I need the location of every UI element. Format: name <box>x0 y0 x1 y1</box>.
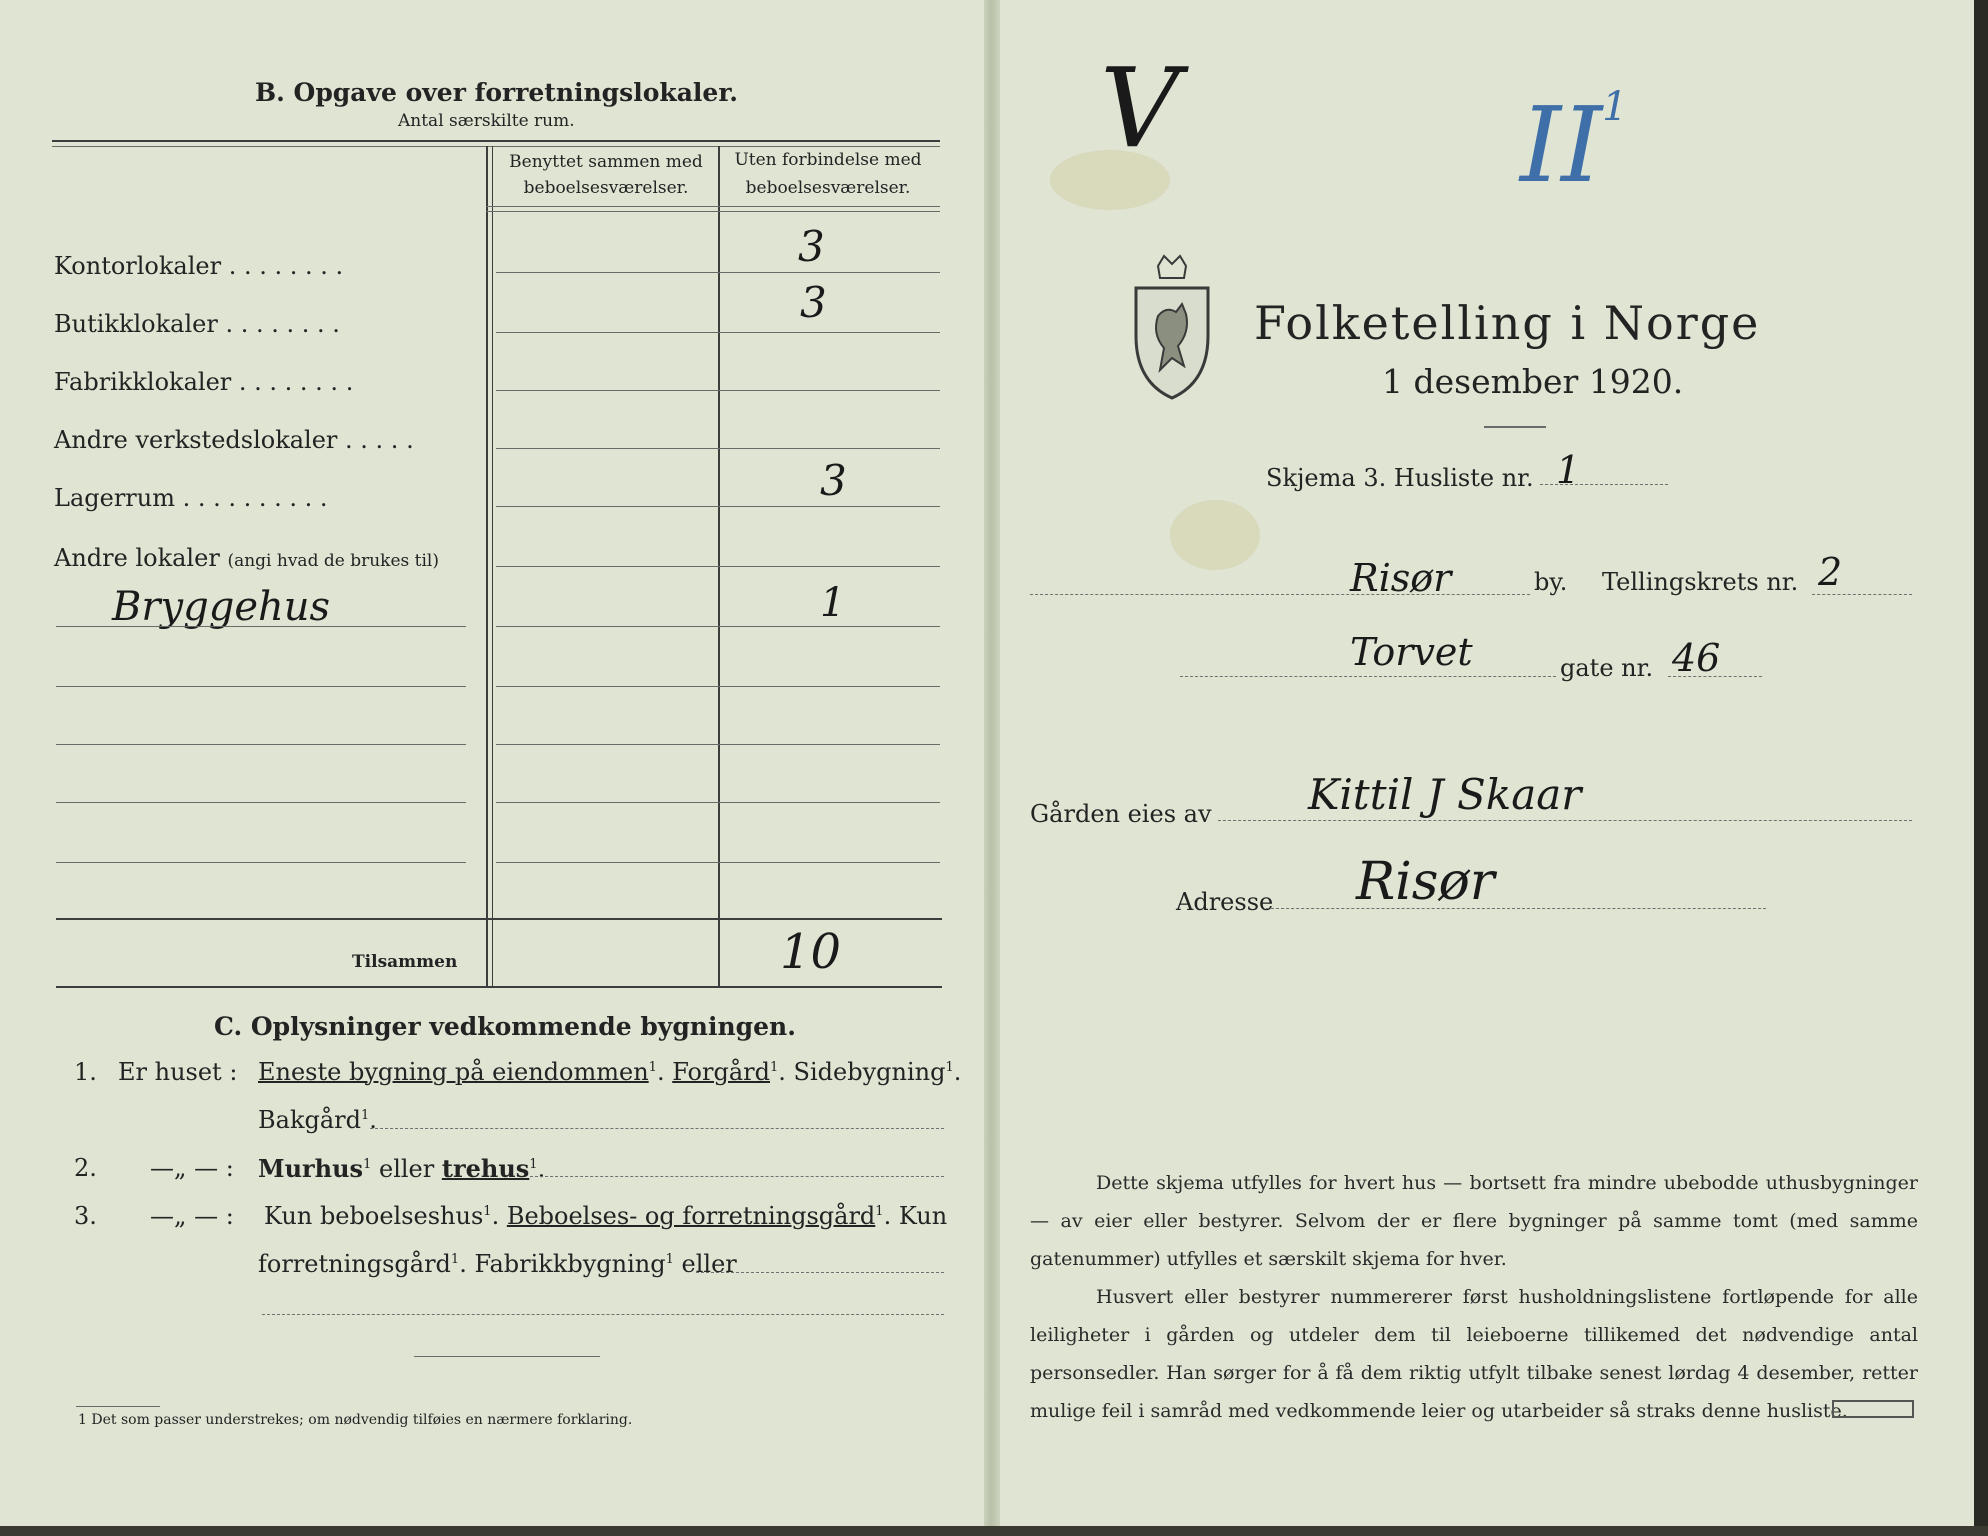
krets-nr: 2 <box>1818 550 1843 594</box>
option-sidebygning[interactable]: Sidebygning <box>793 1058 946 1086</box>
row-rule <box>496 332 940 333</box>
fill-line <box>1266 908 1766 909</box>
section-b-title: B. Opgave over forretningslokaler. <box>255 78 738 107</box>
item-2-options: Murhus$^1$ eller trehus$^1$. <box>258 1154 546 1183</box>
col2-header-line1: Uten forbindelse med <box>734 150 922 170</box>
form-title: Folketelling i Norge <box>1254 296 1761 350</box>
row-label-andre-lokaler: Andre lokaler (angi hvad de brukes til) <box>54 544 439 572</box>
item-2-num: 2. <box>74 1154 97 1182</box>
section-b-subtitle: Antal særskilte rum. <box>398 111 575 131</box>
paper-stain <box>1170 500 1260 570</box>
option-murhus[interactable]: Murhus <box>258 1154 364 1183</box>
section-end-rule <box>414 1356 600 1357</box>
option-beboelses-og-forretningsgard[interactable]: Beboelses- og forretningsgård <box>506 1202 876 1230</box>
krets-label: Tellingskrets nr. <box>1602 568 1799 596</box>
footnote: 1 Det som passer understrekes; om nødvendig tilføies en nærmere forklaring. <box>78 1412 633 1428</box>
owner-label: Gården eies av <box>1030 800 1212 828</box>
instructions-paragraph-1: Dette skjema utfylles for hvert hus — bortsett fra mindre ubebodde uthusbygninger — av eier eller bestyrer. Selvom der er flere bygninger på samme tomt (med samme gatenummer) utfylles et særskilt skjema for hver. <box>1030 1172 1918 1270</box>
item-1-prefix: Er huset : <box>118 1058 238 1086</box>
fill-line <box>1812 594 1912 595</box>
fill-line <box>1180 676 1556 677</box>
row-rule <box>496 390 940 391</box>
fill-line <box>370 1128 944 1129</box>
total-label: Tilsammen <box>352 952 458 972</box>
fill-line <box>530 1176 944 1177</box>
fill-line <box>1030 594 1530 595</box>
row-rule <box>496 506 940 507</box>
row-label-fabrikklokaler: Fabrikklokaler . . . . . . . . <box>54 368 354 396</box>
blank-rule <box>56 862 466 863</box>
title-divider <box>1484 426 1546 428</box>
by-label: by. <box>1534 568 1568 596</box>
table-col1-border-thin <box>492 146 493 986</box>
printer-stamp-box <box>1832 1400 1914 1418</box>
street-value: Torvet <box>1350 630 1473 674</box>
fill-line <box>1668 676 1762 677</box>
footnote-rule <box>76 1406 160 1407</box>
row-rule <box>496 272 940 273</box>
city-value: Risør <box>1350 556 1452 600</box>
blank-rule <box>496 802 940 803</box>
option-bakgard[interactable]: Bakgård <box>258 1106 361 1134</box>
owner-value: Kittil J Skaar <box>1308 770 1582 819</box>
handwritten-roman-numeral: $II^1$ <box>1520 84 1628 206</box>
col1-header-line1: Benyttet sammen med <box>509 152 703 172</box>
row-value-butikklokaler: 3 <box>800 278 827 327</box>
total-top-rule <box>56 918 942 920</box>
blank-rule <box>56 802 466 803</box>
item-3-num: 3. <box>74 1202 97 1230</box>
row-value-lagerrum: 3 <box>820 456 847 505</box>
option-fabrikkbygning[interactable]: Fabrikkbygning <box>474 1250 666 1278</box>
fill-line <box>696 1272 944 1273</box>
scan-edge-right <box>1974 0 1988 1536</box>
row-rule <box>496 448 940 449</box>
total-bottom-rule <box>56 986 942 988</box>
row-value-kontorlokaler: 3 <box>798 222 825 271</box>
col1-header-line2: beboelsesværelser. <box>523 178 689 198</box>
scan-edge-bottom <box>0 1526 1988 1536</box>
row-label-butikklokaler: Butikklokaler . . . . . . . . <box>54 310 340 338</box>
fill-line <box>1218 820 1912 821</box>
blank-rule <box>496 862 940 863</box>
table-top-rule-thin <box>52 146 940 147</box>
total-value: 10 <box>780 924 842 980</box>
row-label-bryggehus-handwritten: Bryggehus <box>112 584 331 630</box>
row-label-lagerrum: Lagerrum . . . . . . . . . . <box>54 484 328 512</box>
husliste-nr: 1 <box>1556 448 1581 492</box>
gate-nr: 46 <box>1672 636 1721 680</box>
blank-rule <box>496 744 940 745</box>
row-label-kontorlokaler: Kontorlokaler . . . . . . . . <box>54 252 344 280</box>
adresse-label: Adresse <box>1176 888 1274 916</box>
table-col1-border <box>486 146 488 986</box>
blank-rule <box>56 686 466 687</box>
item-1-options: Eneste bygning på eiendommen$^1$. Forgård$^1$. Sidebygning$^1$. <box>258 1058 962 1086</box>
option-forretningsgard[interactable]: forretningsgård <box>258 1250 451 1278</box>
section-c-title: C. Oplysninger vedkommende bygningen. <box>214 1012 796 1041</box>
blank-rule <box>496 686 940 687</box>
form-date: 1 desember 1920. <box>1382 362 1684 401</box>
row-rule <box>496 566 940 567</box>
header-bottom-rule-2 <box>486 211 940 212</box>
instructions-paragraph-2: Husvert eller bestyrer nummererer først husholdningslistene fortløpende for alle leiligheter i gården og utdeler dem til leieboerne tillikemed det nødvendige antal personsedler. Han sørger for å få dem riktig utfylt tilbake senest lørdag 4 desember, retter mulige feil i samråd med vedkommende leier og utarbeider så straks denne husliste. <box>1030 1286 1918 1422</box>
item-3-prefix: —„ — : <box>150 1202 234 1230</box>
table-top-rule <box>52 140 940 142</box>
item-1-cont: Bakgård$^1$. <box>258 1106 377 1134</box>
option-eneste-bygning[interactable]: Eneste bygning på eiendommen <box>258 1058 649 1086</box>
item-1-num: 1. <box>74 1058 97 1086</box>
norway-coat-of-arms-icon <box>1130 254 1214 400</box>
item-2-prefix: —„ — : <box>150 1154 234 1182</box>
option-trehus[interactable]: trehus <box>441 1154 530 1183</box>
blank-rule <box>56 744 466 745</box>
row-rule <box>56 626 466 627</box>
fill-line <box>262 1314 944 1315</box>
gate-label: gate nr. <box>1560 654 1654 682</box>
item-3-options: Kun beboelseshus$^1$. Beboelses- og forretningsgård$^1$. Kun <box>264 1202 948 1230</box>
option-forgard[interactable]: Forgård <box>672 1058 770 1086</box>
adresse-value: Risør <box>1356 852 1495 912</box>
option-kun[interactable]: Kun <box>898 1202 948 1230</box>
option-kun-beboelseshus[interactable]: Kun beboelseshus <box>264 1202 484 1230</box>
row-value-bryggehus: 1 <box>820 580 846 626</box>
col2-header-line2: beboelsesværelser. <box>745 178 911 198</box>
row-rule <box>496 626 940 627</box>
header-bottom-rule <box>486 206 940 207</box>
page-fold <box>984 0 1000 1536</box>
skjema-label: Skjema 3. Husliste nr. <box>1266 464 1534 492</box>
row-label-andre-verksted: Andre verkstedslokaler . . . . . <box>54 426 414 454</box>
item-3-cont: forretningsgård$^1$. Fabrikkbygning$^1$ eller <box>258 1250 737 1278</box>
fill-line <box>1540 484 1668 485</box>
handwritten-check-v: V <box>1100 44 1180 172</box>
